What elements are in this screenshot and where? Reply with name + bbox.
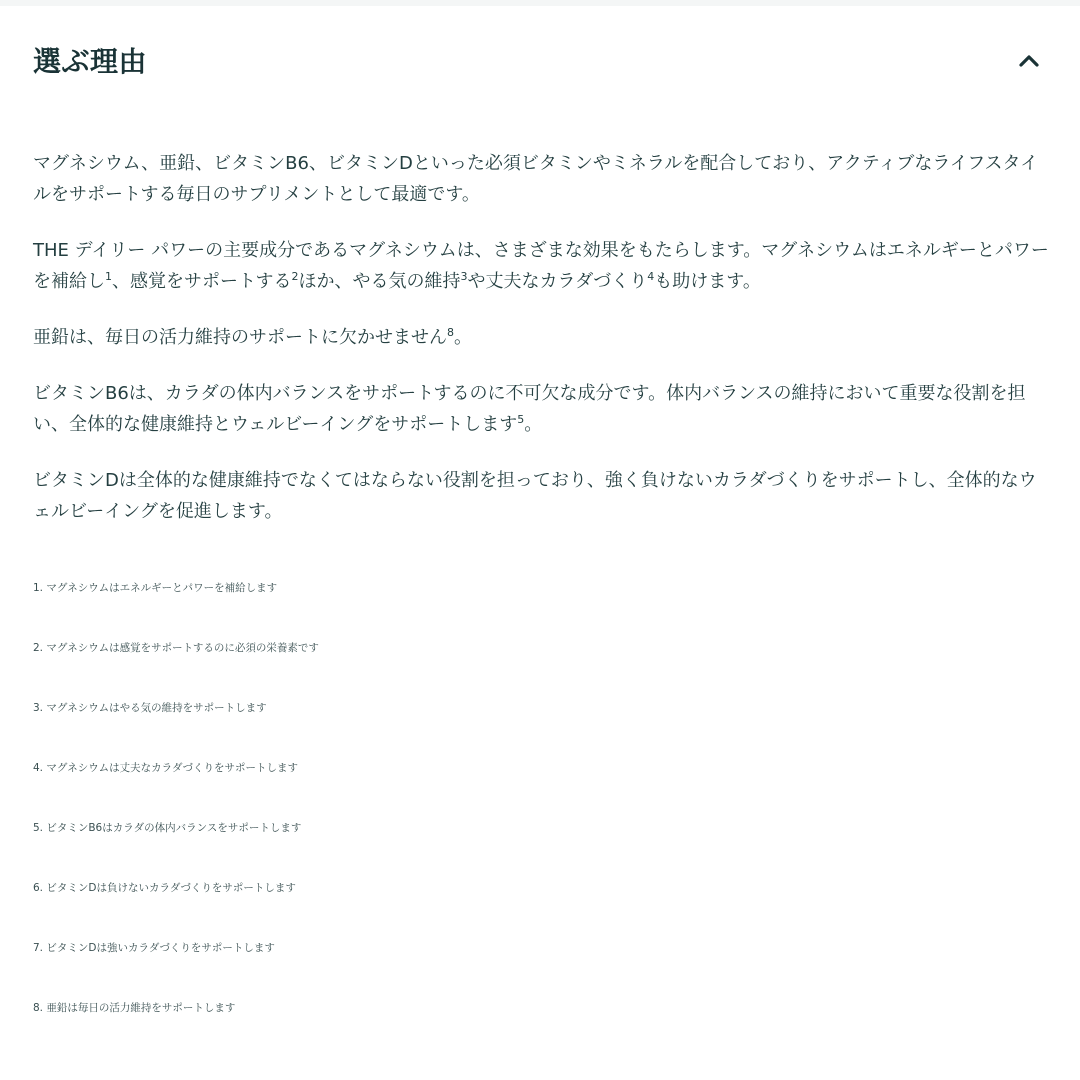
footnote-item: 5. ビタミンB6はカラダの体内バランスをサポートします	[33, 822, 302, 834]
footnote-item: 8. 亜鉛は毎日の活力維持をサポートします	[33, 1002, 236, 1014]
footnote-item: 4. マグネシウムは丈夫なカラダづくりをサポートします	[33, 762, 299, 774]
paragraph-text: 亜鉛は、毎日の活力維持のサポートに欠かせません	[33, 327, 447, 348]
paragraph-text: も助けます。	[654, 271, 761, 292]
top-edge-divider	[0, 0, 1080, 6]
chevron-up-icon[interactable]	[1014, 46, 1044, 76]
paragraph-text: THE デイリー パワーの主要成分であるマグネシウムは、さまざまな効果をもたらします。マグネシウムはエネルギーとパワーを補給し	[33, 240, 1049, 292]
footnote-reference: 1	[105, 270, 112, 283]
footnote-list	[33, 580, 733, 1060]
footnote-reference: 2	[291, 270, 299, 283]
paragraph-text: ほか、やる気の維持	[298, 271, 461, 292]
paragraph-text: 。	[454, 327, 472, 348]
footnote-reference: 8	[447, 326, 454, 339]
paragraph-text: ビタミンDは全体的な健康維持でなくてはならない役割を担っており、強く負けないカラダづくりをサポートし、全体的なウェルビーイングを促進します。	[33, 470, 1037, 522]
body-paragraph	[33, 235, 1051, 297]
body-paragraph	[33, 148, 1051, 210]
footnote-item: 7. ビタミンDは強いカラダづくりをサポートします	[33, 942, 275, 954]
paragraph-text: マグネシウム、亜鉛、ビタミンB6、ビタミンDといった必須ビタミンやミネラルを配合しており、アクティブなライフスタイルをサポートする毎日のサプリメントとして最適です。	[33, 153, 1039, 205]
footnote-reference: 5	[517, 413, 525, 426]
body-paragraph	[33, 322, 1051, 353]
accordion-title: 選ぶ理由	[33, 45, 148, 78]
footnote-reference: 4	[647, 270, 655, 283]
accordion-header-reasons[interactable]	[0, 30, 1080, 90]
accordion-body	[33, 148, 1051, 552]
paragraph-text: ビタミンB6は、カラダの体内バランスをサポートするのに不可欠な成分です。体内バランスの維持において重要な役割を担い、全体的な健康維持とウェルビーイングをサポートします	[33, 383, 1026, 435]
paragraph-text: 、感覚をサポートする	[112, 271, 292, 292]
footnote-item: 2. マグネシウムは感覚をサポートするのに必須の栄養素です	[33, 642, 319, 654]
footnote-reference: 3	[460, 270, 468, 283]
footnote-item: 1. マグネシウムはエネルギーとパワーを補給します	[33, 582, 278, 594]
body-paragraph	[33, 378, 1051, 440]
paragraph-text: や丈夫なカラダづくり	[467, 271, 648, 292]
body-paragraph	[33, 465, 1051, 527]
footnote-item: 3. マグネシウムはやる気の維持をサポートします	[33, 702, 267, 714]
footnote-item: 6. ビタミンDは負けないカラダづくりをサポートします	[33, 882, 296, 894]
paragraph-text: 。	[524, 414, 543, 435]
